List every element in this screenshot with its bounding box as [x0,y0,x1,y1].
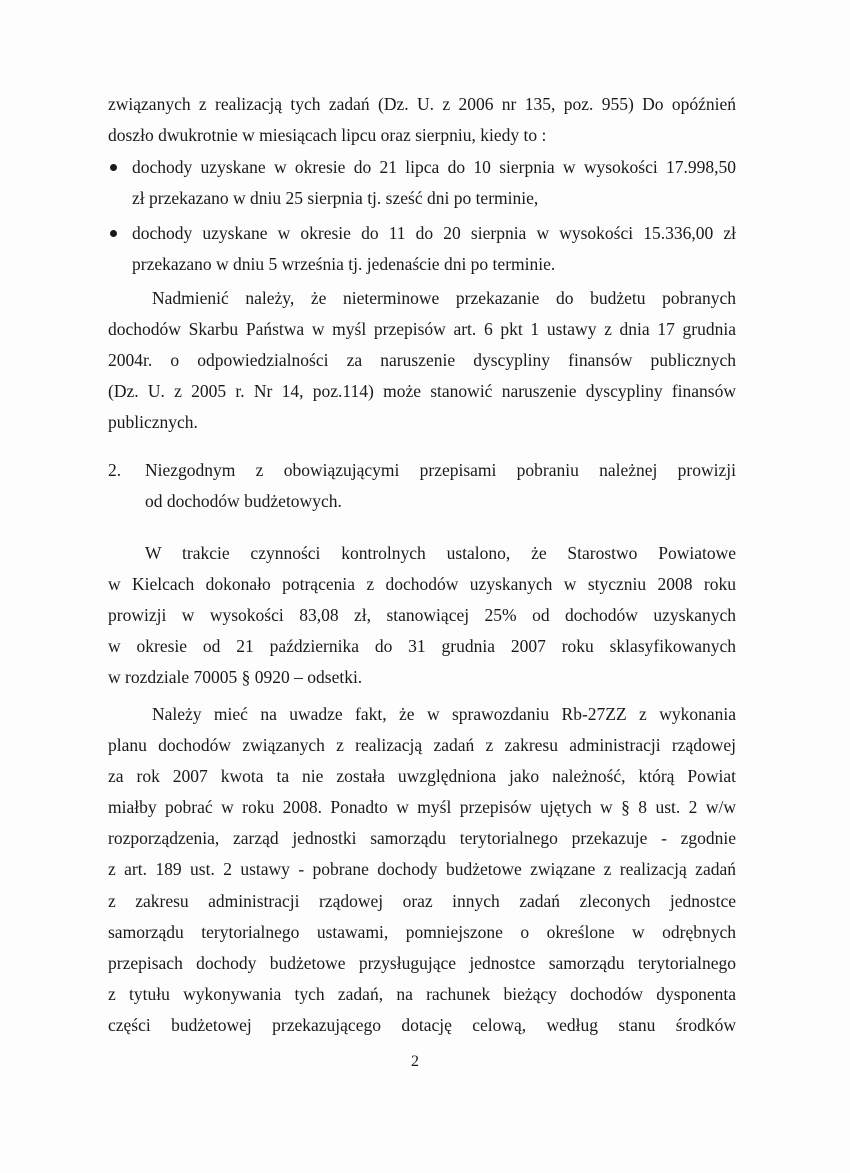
paragraph-line: 2004r. o odpowiedzialności za naruszenie dyscypliny finansów publicznych [108,350,736,370]
paragraph-line: Nadmienić należy, że nieterminowe przekazanie do budżetu pobranych [152,288,736,308]
paragraph-line: z tytułu wykonywania tych zadań, na rachunek bieżący dochodów dysponenta [108,984,736,1004]
paragraph-line: samorządu terytorialnego ustawami, pomniejszone o określone w odrębnych [108,922,736,942]
paragraph-line: miałby pobrać w roku 2008. Ponadto w myśl przepisów ujętych w § 8 ust. 2 w/w [108,797,736,817]
paragraph-line: Należy mieć na uwadze fakt, że w sprawozdaniu Rb-27ZZ z wykonania [152,704,736,724]
text-line: związanych z realizacją tych zadań (Dz. U. z 2006 nr 135, poz. 955) Do opóźnień [108,94,736,114]
paragraph-line: w rozdziale 70005 § 0920 – odsetki. [108,667,363,687]
paragraph-line: planu dochodów związanych z realizacją zadań z zakresu administracji rządowej [108,735,736,755]
paragraph-line: dochodów Skarbu Państwa w myśl przepisów art. 6 pkt 1 ustawy z dnia 17 grudnia [108,319,736,339]
paragraph-line: części budżetowej przekazującego dotację celową, według stanu środków [108,1015,736,1035]
paragraph-line: W trakcie czynności kontrolnych ustalono, że Starostwo Powiatowe [145,543,736,563]
paragraph-line: w Kielcach dokonało potrącenia z dochodów uzyskanych w styczniu 2008 roku [108,574,736,594]
paragraph-line: publicznych. [108,412,198,432]
paragraph-line: za rok 2007 kwota ta nie została uwzględniona jako należność, którą Powiat [108,766,736,786]
paragraph-line: z zakresu administracji rządowej oraz innych zadań zleconych jednostce [108,891,736,911]
section-heading-line: od dochodów budżetowych. [145,491,342,511]
paragraph-line: w okresie od 21 października do 31 grudnia 2007 roku sklasyfikowanych [108,636,736,656]
paragraph-line: przepisach dochody budżetowe przysługujące jednostce samorządu terytorialnego [108,953,736,973]
bullet-text-line: dochody uzyskane w okresie do 21 lipca do 10 sierpnia w wysokości 17.998,50 [132,157,736,177]
bullet-icon [110,164,117,171]
paragraph-line: prowizji w wysokości 83,08 zł, stanowiącej 25% od dochodów uzyskanych [108,605,736,625]
section-number: 2. [108,460,122,480]
bullet-text-line: przekazano w dniu 5 września tj. jedenaście dni po terminie. [132,254,556,274]
bullet-text-line: dochody uzyskane w okresie do 11 do 20 sierpnia w wysokości 15.336,00 zł [132,223,736,243]
bullet-text-line: zł przekazano w dniu 25 sierpnia tj. sześć dni po terminie, [132,188,539,208]
bullet-icon [110,230,117,237]
paragraph-line: (Dz. U. z 2005 r. Nr 14, poz.114) może stanowić naruszenie dyscypliny finansów [108,381,736,401]
text-line: doszło dwukrotnie w miesiącach lipcu oraz sierpniu, kiedy to : [108,125,547,145]
page-number: 2 [411,1053,419,1070]
section-heading-line: Niezgodnym z obowiązującymi przepisami pobraniu należnej prowizji [145,460,736,480]
paragraph-line: rozporządzenia, zarząd jednostki samorządu terytorialnego przekazuje - zgodnie [108,828,736,848]
paragraph-line: z art. 189 ust. 2 ustawy - pobrane dochody budżetowe związane z realizacją zadań [108,859,736,879]
